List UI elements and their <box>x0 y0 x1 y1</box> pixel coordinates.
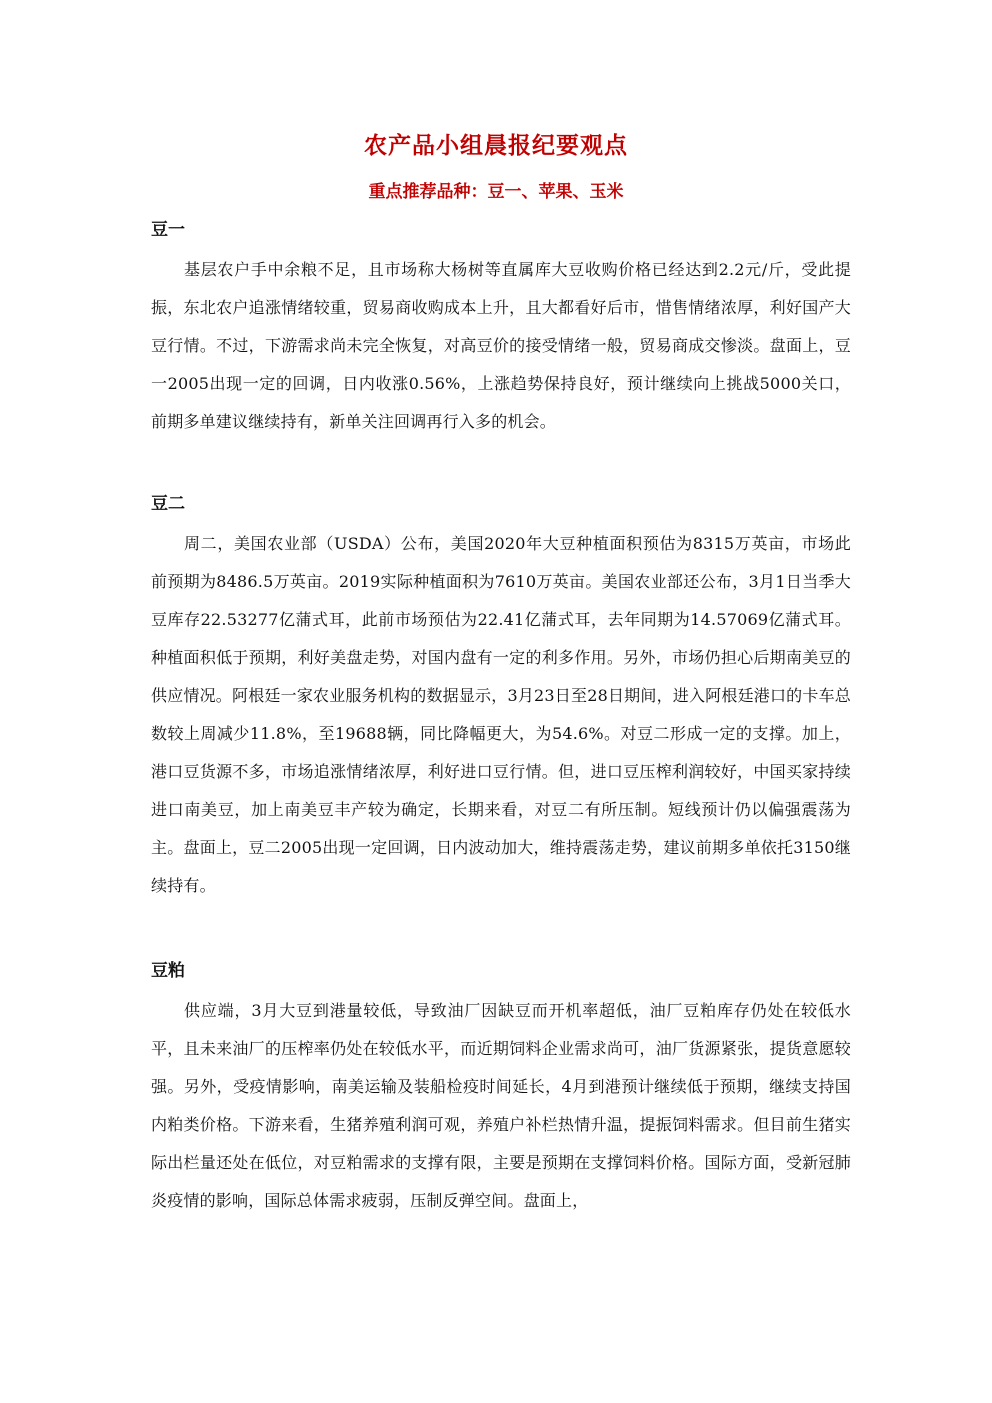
document-title: 农产品小组晨报纪要观点 <box>364 132 628 159</box>
section-heading: 豆一 <box>151 220 185 240</box>
section-heading: 豆二 <box>151 494 185 514</box>
section-body: 基层农户手中余粮不足，且市场称大杨树等直属库大豆收购价格已经达到2.2元/斤，受此提振，东北农户追涨情绪较重，贸易商收购成本上升，且大都看好后市，惜售情绪浓厚，利好国产大豆行情。不过，下游需求尚未完全恢复，对高豆价的接受情绪一般，贸易商成交惨淡。盘面上，豆一2005出现一定的回调，日内收涨0.56%，上涨趋势保持良好，预计继续向上挑战5000关口，前期多单建议继续持有，新单关注回调再行入多的机会。 <box>151 260 851 431</box>
document-subtitle: 重点推荐品种：豆一、苹果、玉米 <box>368 182 624 202</box>
section-heading: 豆粕 <box>151 961 185 981</box>
section-body: 周二，美国农业部（USDA）公布，美国2020年大豆种植面积预估为8315万英亩，市场此前预期为8486.5万英亩。2019实际种植面积为7610万英亩。美国农业部还公布，3月1日当季大豆库存22.53277亿蒲式耳，此前市场预估为22.41亿蒲式耳，去年同期为14.57069亿蒲式耳。种植面积低于预期，利好美盘走势，对国内盘有一定的利多作用。另外，市场仍担心后期南美豆的供应情况。阿根廷一家农业服务机构的数据显示，3月23日至28日期间，进入阿根廷港口的卡车总数较上周减少11.8%，至19688辆，同比降幅更大，为54.6%。对豆二形成一定的支撑。加上，港口豆货源不多，市场追涨情绪浓厚，利好进口豆行情。但，进口豆压榨利润较好，中国买家持续进口南美豆，加上南美豆丰产较为确定，长期来看，对豆二有所压制。短线预计仍以偏强震荡为主。盘面上，豆二2005出现一定回调，日内波动加大，维持震荡走势，建议前期多单依托3150继续持有。 <box>151 534 851 895</box>
section-body: 供应端，3月大豆到港量较低，导致油厂因缺豆而开机率超低，油厂豆粕库存仍处在较低水平，且未来油厂的压榨率仍处在较低水平，而近期饲料企业需求尚可，油厂货源紧张，提货意愿较强。另外，受疫情影响，南美运输及装船检疫时间延长，4月到港预计继续低于预期，继续支持国内粕类价格。下游来看，生猪养殖利润可观，养殖户补栏热情升温，提振饲料需求。但目前生猪实际出栏量还处在低位，对豆粕需求的支撑有限，主要是预期在支撑饲料价格。国际方面，受新冠肺炎疫情的影响，国际总体需求疲弱，压制反弹空间。盘面上， <box>151 1001 851 1210</box>
section-soybean-meal <box>151 958 851 1220</box>
section-soybean-2 <box>151 491 851 905</box>
section-soybean-1 <box>151 217 851 441</box>
